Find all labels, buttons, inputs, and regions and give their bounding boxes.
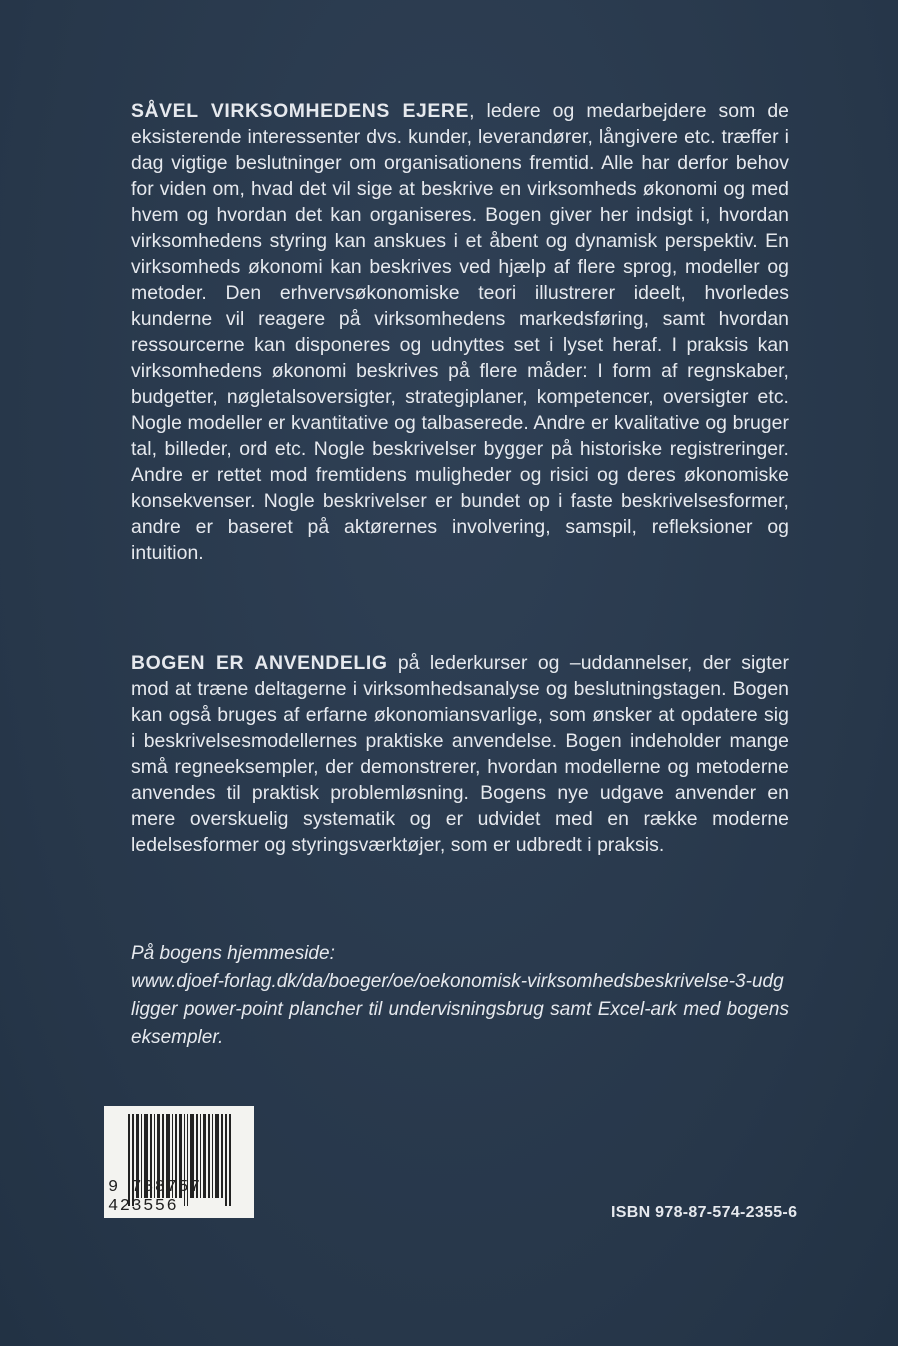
- paragraph-2-text: på lederkurser og –uddannelser, der sigter mod at træne deltagerne i virksomhedsanalyse og beslutningstagen. Bogen kan også bruges af erfarne økonomiansvarlige, som ønsker at opdatere sig i beskrivelsesmodellernes praktiske anvendelse. Bogen indeholder mange små regneeksempler, der demonstrerer, hvordan modellerne og metoderne anvendes til praktisk problemløsning. Bogens nye udgave anvender en mere overskuelig systematik og er udvidet med en række moderne ledelsesformer og styringsværktøjer, som er udbredt i praksis.: [131, 652, 789, 856]
- isbn-label: ISBN 978-87-574-2355-6: [611, 1204, 798, 1221]
- paragraph-1-lead: SÅVEL VIRKSOMHEDENS EJERE: [131, 100, 470, 122]
- description-paragraph-2: [131, 650, 789, 858]
- website-note-intro: På bogens hjemmeside:: [131, 943, 335, 964]
- description-paragraph-1: [131, 98, 789, 566]
- website-note: [131, 940, 789, 1052]
- barcode-digits: 9 788757 423556: [108, 1178, 202, 1216]
- paragraph-1-text: , ledere og medarbejdere som de eksisterende interessenter dvs. kunder, leverandører, långivere etc. træffer i dag vigtige beslutninger om organisationens fremtid. Alle har derfor behov for viden om, hvad det vil sige at beskrive en virksomheds økonomi og med hvem og hvordan det kan organiseres. Bogen giver her indsigt i, hvordan virksomhedens styring kan anskues i et åbent og dynamisk perspektiv. En virksomheds økonomi kan beskrives ved hjælp af flere sprog, modeller og metoder. Den erhvervsøkonomiske teori illustrerer ideelt, hvorledes kunderne vil reagere på virksomhedens markedsføring, samt hvordan ressourcerne kan disponeres og udnyttes set i lyset heraf. I praksis kan virksomhedens økonomi beskrives på flere måder: I form af regnskaber, budgetter, nøgletalsoversigter, strategiplaner, kompetencer, oversigter etc. Nogle modeller er kvantitative og talbaserede. Andre er kvalitative og bruger tal, billeder, ord etc. Nogle beskrivelser bygger på historiske registreringer. Andre er rettet mod fremtidens muligheder og risici og deres økonomiske konsekvenser. Nogle beskrivelser er bundet op i faste beskrivelsesformer, andre er baseret på aktørernes involvering, samspil, refleksioner og intuition.: [131, 100, 789, 564]
- paragraph-2-lead: BOGEN ER ANVENDELIG: [131, 652, 388, 674]
- website-note-body: ligger power-point plancher til undervisningsbrug samt Excel-ark med bogens eksempler.: [131, 999, 789, 1048]
- website-url: www.djoef-forlag.dk/da/boeger/oe/oekonomisk-virksomhedsbeskrivelse-3-udg: [131, 971, 784, 992]
- barcode: [104, 1106, 254, 1218]
